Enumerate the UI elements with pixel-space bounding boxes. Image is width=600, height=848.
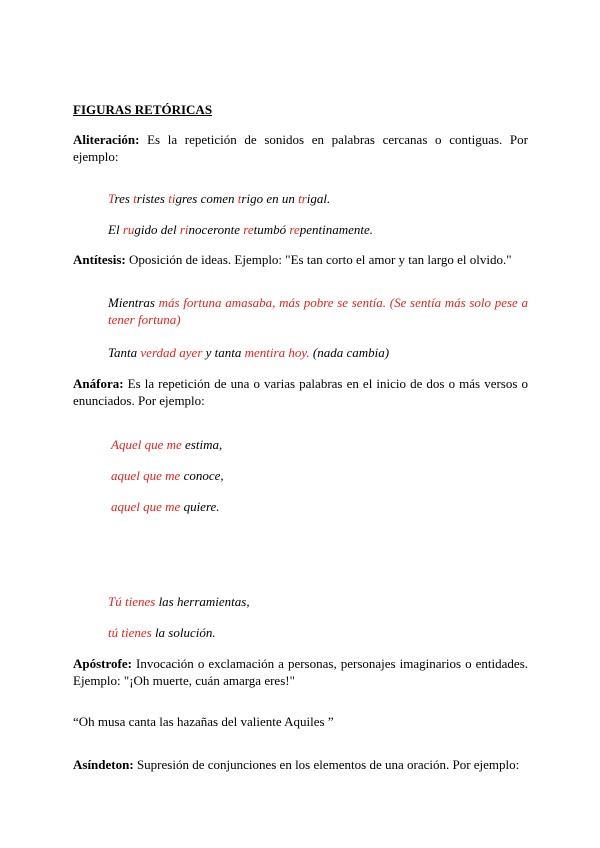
anafora-example-3 — [111, 498, 566, 515]
page-title: FIGURAS RETÓRICAS — [73, 102, 213, 117]
highlighted-text: ru — [122, 222, 135, 237]
antitesis-definition — [73, 251, 528, 268]
highlighted-text: ri — [179, 222, 189, 237]
highlighted-text: aquel que me — [111, 468, 181, 483]
highlighted-text: T — [108, 191, 115, 206]
example-text: quiere. — [180, 499, 220, 514]
example-text: pentinamente. — [299, 222, 374, 237]
highlighted-text: tr — [298, 191, 307, 206]
example-text: gres comen — [175, 191, 238, 206]
example-text: la solución. — [151, 625, 216, 640]
example-text: El — [108, 222, 123, 237]
antitesis-term: Antítesis: — [73, 252, 126, 267]
apostrofe-quote: “Oh musa canta las hazañas del valiente Aquiles ” — [73, 714, 334, 729]
example-text: res — [114, 191, 134, 206]
aliteracion-example-2 — [108, 221, 528, 238]
example-text: conoce, — [180, 468, 224, 483]
highlighted-text: t — [133, 191, 137, 206]
highlighted-text: ti — [168, 191, 176, 206]
aliteracion-example-1 — [108, 190, 528, 207]
anafora-definition — [73, 375, 528, 409]
example-text: igal. — [306, 191, 331, 206]
apostrofe-text: Invocación o exclamación a personas, personajes imaginarios o entidades. Ejemplo: "¡Oh muerte, cuán amarga eres!" — [73, 656, 528, 688]
anafora-text: Es la repetición de una o varias palabras en el inicio de dos o más versos o enunciados. Por ejemplo: — [73, 376, 528, 408]
anafora-example-5 — [108, 624, 528, 641]
highlighted-text: re — [243, 222, 254, 237]
anafora-term: Anáfora: — [73, 376, 124, 391]
example-text: tumbó — [253, 222, 290, 237]
highlighted-text: tú tienes — [108, 625, 152, 640]
highlighted-text: aquel que me — [111, 499, 181, 514]
example-text: Mientras — [108, 295, 159, 310]
example-text: (nada cambia) — [309, 345, 390, 360]
aliteracion-text: Es la repetición de sonidos en palabras cercanas o contiguas. Por ejemplo: — [73, 132, 528, 164]
highlighted-text: (Se sentía más solo pese a tener fortuna) — [108, 295, 528, 327]
highlighted-text: más fortuna amasaba, más pobre se sentía. — [158, 295, 387, 310]
example-text: estima, — [181, 437, 223, 452]
aliteracion-definition — [73, 131, 528, 165]
anafora-example-4 — [108, 593, 528, 610]
example-text: gido del — [134, 222, 180, 237]
highlighted-text: re — [289, 222, 300, 237]
anafora-example-1 — [111, 436, 566, 453]
highlighted-text: mentira hoy. — [244, 345, 310, 360]
highlighted-text: Aquel que me — [111, 437, 182, 452]
asindeton-term: Asíndeton: — [73, 757, 134, 772]
example-text: rigo en un — [241, 191, 299, 206]
example-text: ristes — [136, 191, 169, 206]
aliteracion-term: Aliteración: — [73, 132, 140, 147]
apostrofe-definition — [73, 655, 528, 689]
highlighted-text: verdad ayer — [140, 345, 203, 360]
antitesis-example-2 — [108, 344, 528, 361]
example-text: las herramientas, — [155, 594, 250, 609]
anafora-example-2 — [111, 467, 566, 484]
example-text: Tanta — [108, 345, 141, 360]
asindeton-definition — [73, 756, 528, 773]
highlighted-text: t — [237, 191, 242, 206]
example-text: y tanta — [202, 345, 245, 360]
example-text: noceronte — [188, 222, 244, 237]
asindeton-text: Supresión de conjunciones en los elementos de una oración. Por ejemplo: — [133, 757, 520, 772]
apostrofe-term: Apóstrofe: — [73, 656, 132, 671]
antitesis-text: Oposición de ideas. Ejemplo: "Es tan corto el amor y tan largo el olvido." — [125, 252, 512, 267]
antitesis-example-1 — [108, 294, 528, 328]
highlighted-text: Tú tienes — [108, 594, 156, 609]
